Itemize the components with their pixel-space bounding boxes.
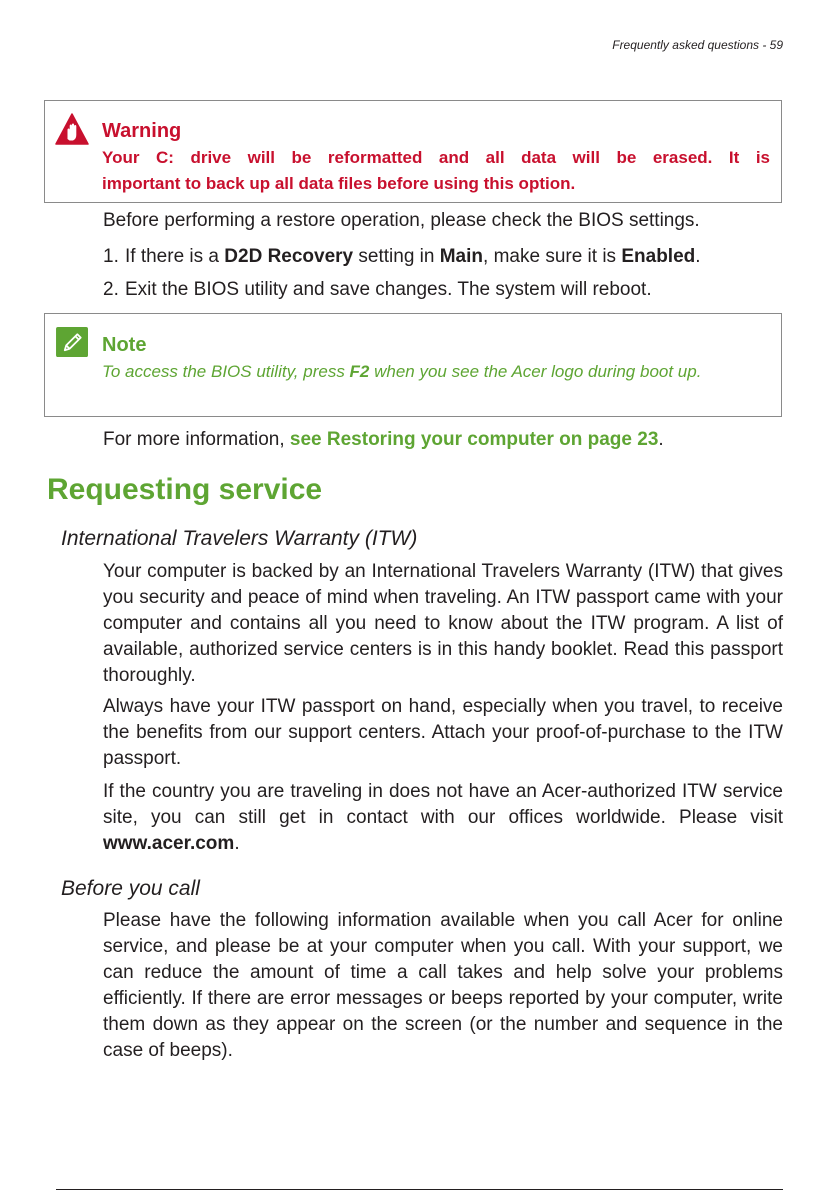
warning-text [102, 145, 770, 197]
enabled-label: Enabled [621, 246, 696, 267]
pencil-icon [56, 327, 89, 358]
warning-box [44, 100, 782, 203]
section-title: Requesting service [47, 473, 323, 506]
more-info-text: For more information, [103, 429, 290, 450]
list-number: 1. [103, 246, 119, 267]
step-text: . [695, 246, 701, 267]
page-header: Frequently asked questions - 59 [612, 38, 783, 52]
note-text-part: To access the BIOS utility, press [102, 362, 350, 381]
itw-heading: International Travelers Warranty (ITW) [61, 527, 418, 550]
warning-hand-icon [55, 113, 89, 145]
step-text: , make sure it is [483, 246, 622, 267]
before-call-heading: Before you call [61, 877, 200, 900]
itw-paragraph-3-text: If the country you are traveling in does not have an Acer-authorized ITW service site, you can still get in contact with our offices worldwide. Please visit [103, 781, 783, 828]
f2-key-label: F2 [349, 362, 370, 381]
note-title: Note [102, 334, 147, 356]
main-label: Main [439, 246, 484, 267]
note-text-part: when you see the Acer logo during boot up. [369, 362, 702, 381]
itw-paragraph-1: Your computer is backed by an International Travelers Warranty (ITW) that gives you security and peace of mind when traveling. An ITW passport came with your computer and contains all you need to know about the ITW program. A list of available, authorized service centers is in this handy booklet. Read this passport thoroughly. [103, 561, 783, 686]
step-text: Exit the BIOS utility and save changes. The system will reboot. [125, 279, 652, 300]
restore-intro: Before performing a restore operation, please check the BIOS settings. [103, 210, 700, 231]
d2d-recovery-label: D2D Recovery [224, 246, 354, 267]
footer-rule [56, 1189, 783, 1190]
warning-title: Warning [102, 120, 182, 142]
more-info [103, 427, 783, 453]
restoring-computer-link[interactable]: see Restoring your computer on page 23 [289, 429, 659, 450]
itw-paragraph-3 [103, 779, 783, 857]
itw-paragraph-3-text: . [234, 833, 240, 854]
warning-line-1: Your C: drive will be reformatted and all data will be erased. It is [102, 148, 770, 167]
note-text [102, 359, 771, 384]
list-item [103, 244, 701, 270]
before-call-paragraph: Please have the following information available when you call Acer for online service, and please be at your computer when you call. With your support, we can reduce the amount of time a call takes and help solve your problems efficiently. If there are error messages or beeps reported by your computer, write them down as they appear on the screen (or the number and sequence in the case of beeps). [103, 910, 783, 1061]
list-item [103, 277, 652, 303]
more-info-text: . [658, 429, 664, 450]
step-text: setting in [353, 246, 440, 267]
itw-paragraph-2: Always have your ITW passport on hand, especially when you travel, to receive the benefits from our support centers. Attach your proof-of-purchase to the ITW passport. [103, 696, 783, 769]
note-box [44, 313, 782, 417]
warning-line-2: important to back up all data files before using this option. [102, 174, 576, 193]
acer-website-link[interactable]: www.acer.com [103, 833, 235, 854]
list-number: 2. [103, 279, 119, 300]
step-text: If there is a [125, 246, 225, 267]
